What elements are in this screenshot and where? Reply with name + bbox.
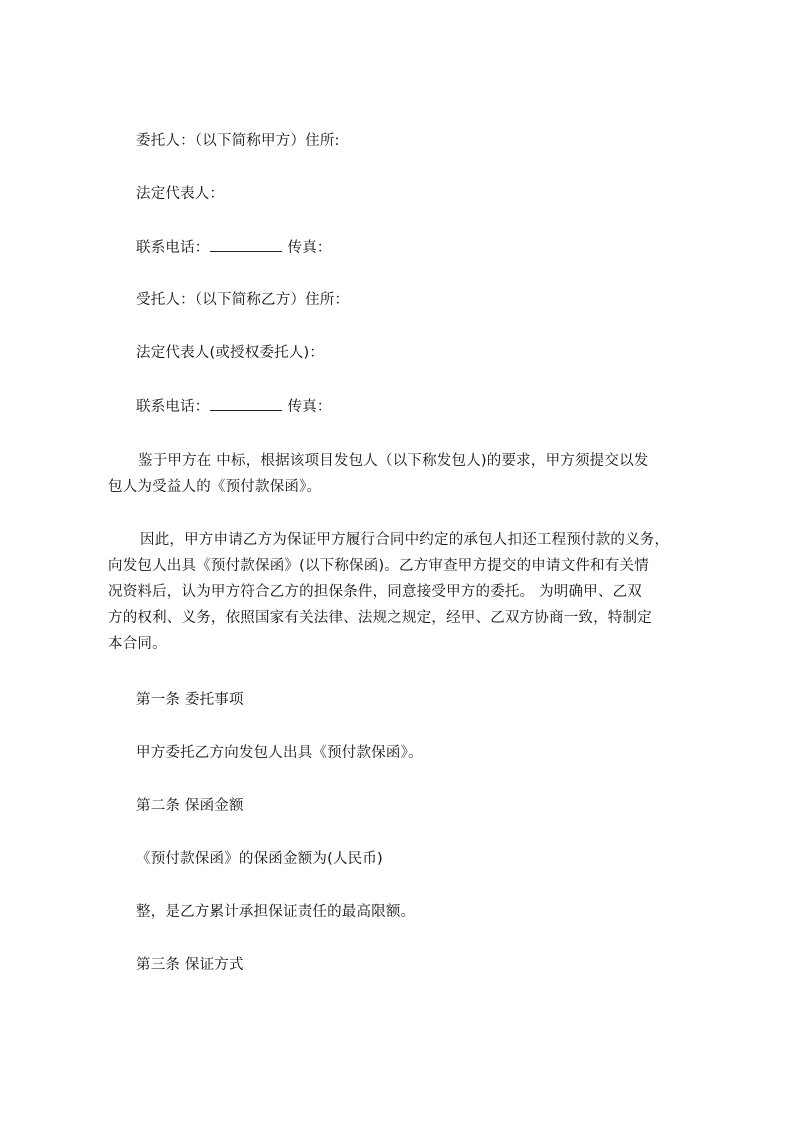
agent-line: 受托人：（以下简称乙方）住所： (136, 292, 350, 308)
article2-title: 第二条 保函金额 (136, 798, 244, 814)
paragraph-line: 方的权利、义务，依照国家有关法律、法规之规定，经甲、乙双方协商一致，特制定 (108, 610, 652, 626)
paragraph-line: 况资料后，认为甲方符合乙方的担保条件，同意接受甲方的委托。 为明确甲、乙双 (108, 584, 643, 600)
paragraph-background (108, 448, 708, 500)
paragraph-line: 本合同。 (108, 636, 167, 652)
agent-phone-label: 联系电话： (136, 399, 210, 415)
article3-title: 第三条 保证方式 (136, 957, 244, 973)
principal-contact-line (136, 237, 332, 258)
paragraph-line: 鉴于甲方在 中标，根据该项目发包人（以下称发包人)的要求，甲方须提交以发 (138, 453, 649, 469)
principal-phone-label: 联系电话： (136, 240, 210, 256)
principal-fax-label: 传真： (287, 240, 332, 256)
paragraph-line: 包人为受益人的《预付款保函》。 (108, 479, 322, 495)
agent-contact-line (136, 396, 332, 417)
principal-representative: 法定代表人： (136, 186, 225, 202)
paragraph-line: 向发包人出具《预付款保函》(以下称保函)。乙方审查甲方提交的申请文件和有关情 (108, 558, 649, 574)
article2-body-limit: 整，是乙方累计承担保证责任的最高限额。 (136, 904, 416, 920)
article1-body: 甲方委托乙方向发包人出具《预付款保函》。 (136, 745, 423, 761)
agent-fax-label: 传真： (287, 399, 332, 415)
paragraph-line: 因此，甲方申请乙方为保证甲方履行合同中约定的承包人扣还工程预付款的义务， (140, 532, 670, 548)
agent-representative: 法定代表人(或授权委托人)： (136, 345, 325, 361)
agent-phone-blank (210, 396, 282, 411)
paragraph-purpose (108, 527, 708, 657)
article2-body-amount: 《预付款保函》的保函金额为(人民币) (136, 851, 383, 867)
principal-phone-blank (210, 237, 282, 252)
article1-title: 第一条 委托事项 (136, 692, 244, 708)
principal-line: 委托人：（以下简称甲方）住所: (136, 133, 340, 149)
